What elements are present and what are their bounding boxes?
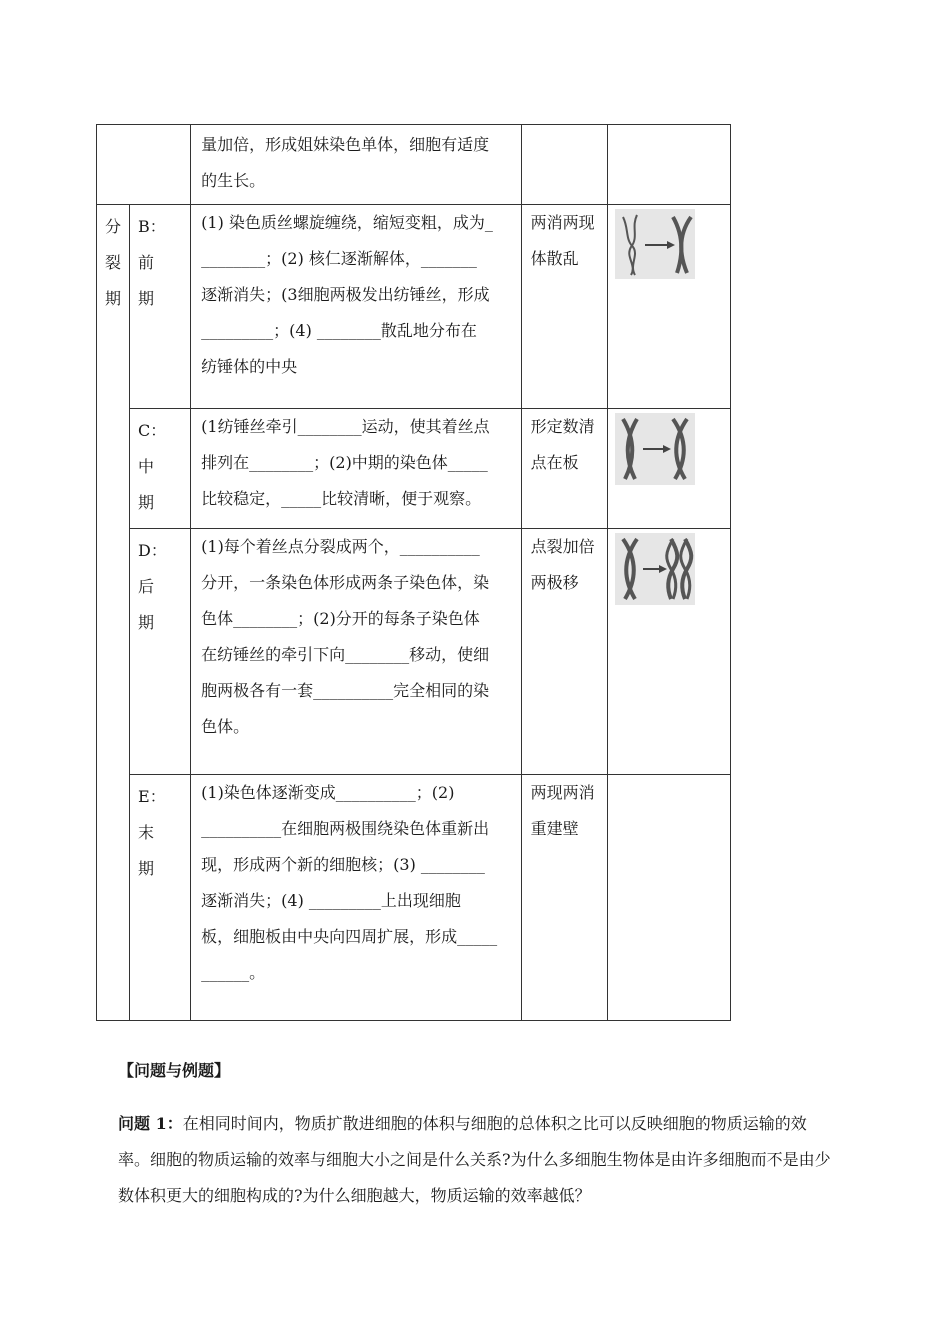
table-row-prophase — [97, 205, 731, 409]
table-row-anaphase — [97, 529, 731, 775]
content-line: 排列在________；(2)中期的染色体_____ — [201, 453, 488, 472]
phase-label-anaphase: D： 后 期 — [130, 529, 191, 775]
phase-content-telophase — [191, 775, 522, 1021]
content-line: 量加倍，形成姐妹染色单体，细胞有适度 — [201, 135, 490, 154]
content-line: 比较稳定，_____比较清晰，便于观察。 — [201, 489, 482, 508]
content-line: 逐渐消失；(4) _________上出现细胞 — [201, 891, 461, 910]
content-line: 在纺锤丝的牵引下向________移动，使细 — [201, 645, 490, 664]
table-row-metaphase — [97, 409, 731, 529]
content-line: (1)每个着丝点分裂成两个，__________ — [201, 537, 480, 556]
content-line: (1)染色体逐渐变成__________；(2) — [201, 783, 455, 802]
phase-content-prophase — [191, 205, 522, 409]
telophase-empty-image-cell — [607, 775, 730, 1021]
question-paragraph — [118, 1106, 838, 1214]
division-period-label: 分 裂 期 — [97, 205, 130, 1021]
phase-label-metaphase: C： 中 期 — [130, 409, 191, 529]
chromosome-align-illustration — [615, 413, 695, 485]
table-row-telophase — [97, 775, 731, 1021]
content-line: ________；(2) 核仁逐渐解体，_______ — [201, 249, 477, 268]
content-line: 的生长。 — [201, 171, 266, 190]
content-line: __________在细胞两极围绕染色体重新出 — [201, 819, 490, 838]
phase-note-anaphase: 点裂加倍 两极移 — [521, 529, 607, 775]
content-line: ______。 — [201, 963, 266, 982]
interphase-content — [191, 125, 522, 205]
content-line: 胞两极各有一套__________完全相同的染 — [201, 681, 490, 700]
content-line: 色体________；(2)分开的每条子染色体 — [201, 609, 480, 628]
phase-note-metaphase: 形定数清 点在板 — [521, 409, 607, 529]
prophase-chromosome-image — [607, 205, 730, 409]
content-line: (1纺锤丝牵引________运动，使其着丝点 — [201, 417, 490, 436]
question-text: 在相同时间内，物质扩散进细胞的体积与细胞的总体积之比可以反映细胞的物质运输的效率。细胞的物质运输的效率与细胞大小之间是什么关系?为什么多细胞生物体是由许多细胞而不是由少数体积更大的细胞构成的?为什么细胞越大，物质运输的效率越低？ — [118, 1114, 831, 1205]
content-line: (1) 染色质丝螺旋缠绕，缩短变粗，成为_ — [201, 213, 493, 232]
phase-content-anaphase — [191, 529, 522, 775]
metaphase-chromosome-image — [607, 409, 730, 529]
content-line: 分开，一条染色体形成两条子染色体，染 — [201, 573, 490, 592]
phase-content-metaphase — [191, 409, 522, 529]
question-lead: 问题 1： — [118, 1114, 183, 1133]
phase-note-prophase: 两消两现 体散乱 — [521, 205, 607, 409]
phase-label-telophase: E： 末 期 — [130, 775, 191, 1021]
content-line: 色体。 — [201, 717, 250, 736]
anaphase-chromosome-image — [607, 529, 730, 775]
chromosome-condense-illustration — [615, 209, 695, 279]
content-line: _________；(4) ________散乱地分布在 — [201, 321, 477, 340]
content-line: 现，形成两个新的细胞核；(3) ________ — [201, 855, 485, 874]
content-line: 纺锤体的中央 — [201, 357, 298, 376]
chromosome-separate-illustration — [615, 533, 695, 605]
mitosis-phase-table — [96, 124, 731, 1021]
phase-label-prophase: B： 前 期 — [130, 205, 191, 409]
content-line: 板，细胞板由中央向四周扩展，形成_____ — [201, 927, 498, 946]
content-line: 逐渐消失；(3细胞两极发出纺锤丝，形成 — [201, 285, 490, 304]
phase-note-telophase: 两现两消 重建壁 — [521, 775, 607, 1021]
table-row-interphase-continued — [97, 125, 731, 205]
section-title: 【问题与例题】 — [118, 1061, 231, 1080]
